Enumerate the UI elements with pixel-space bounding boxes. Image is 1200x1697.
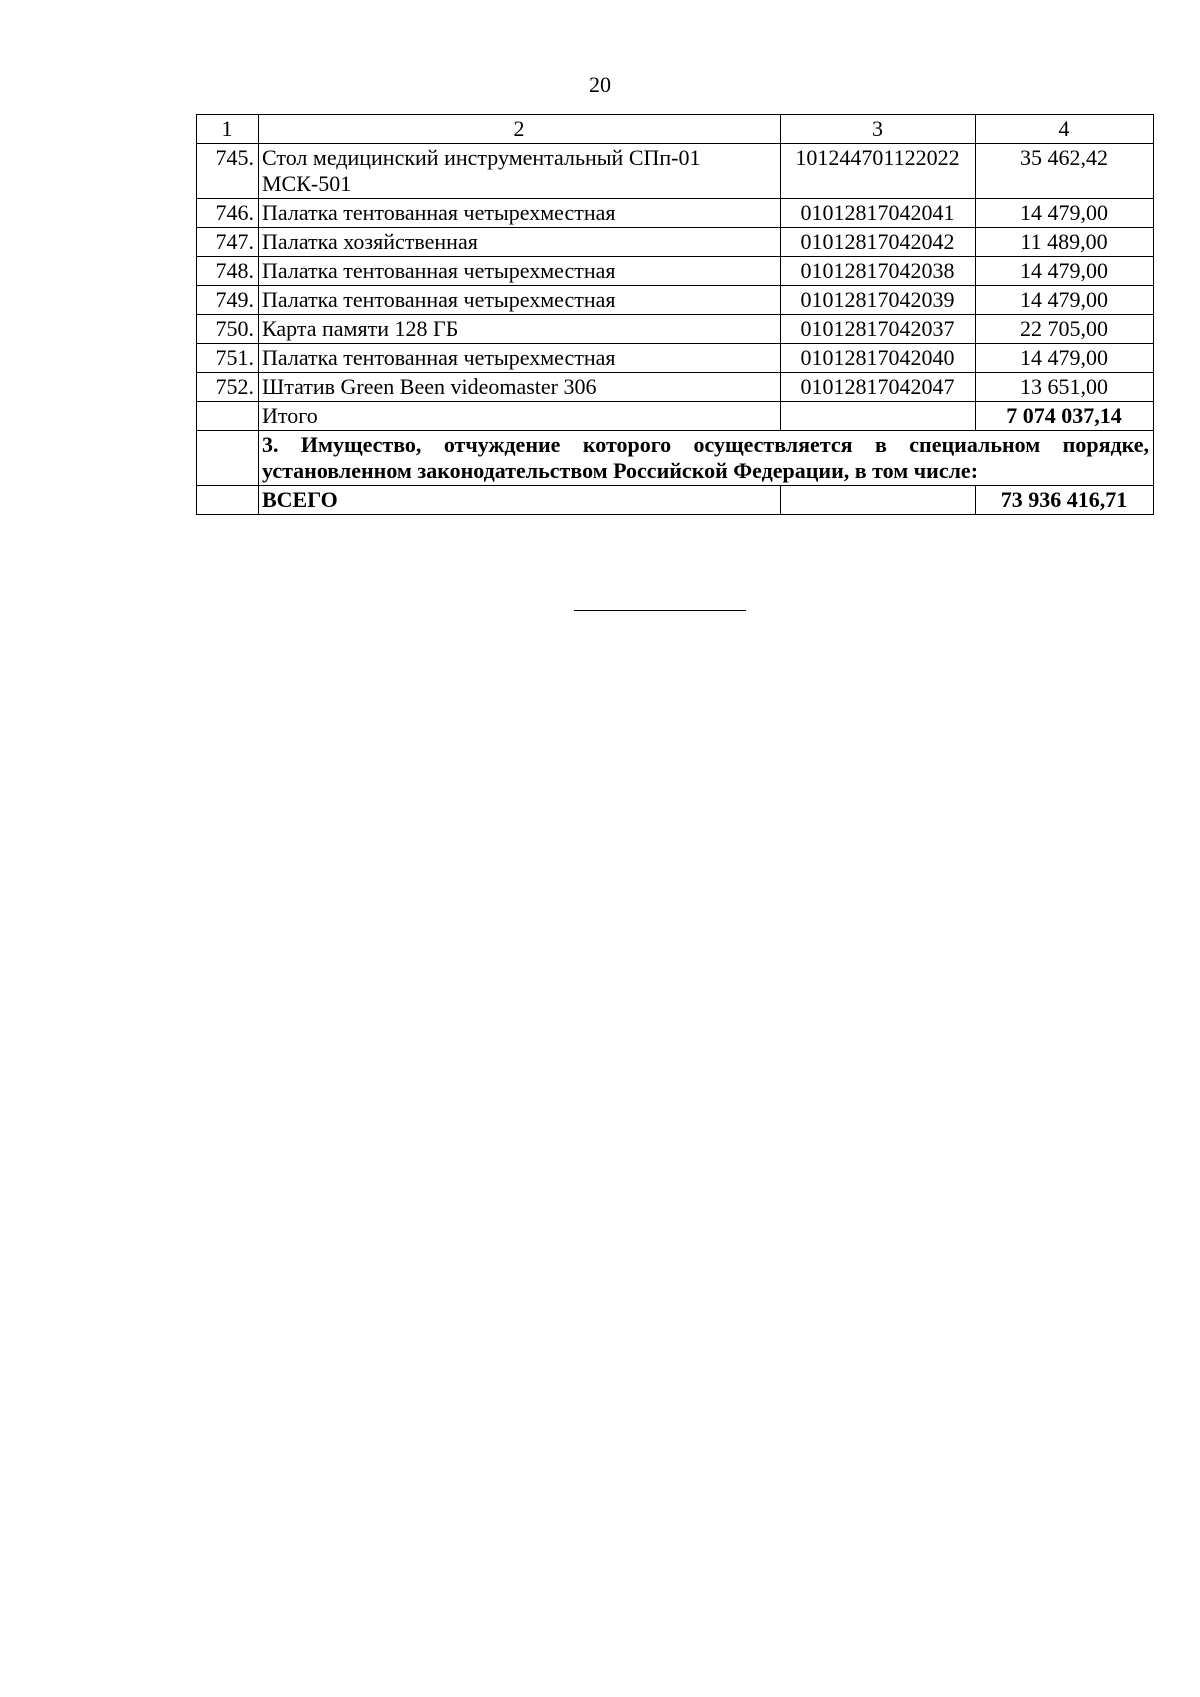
item-name: Штатив Green Been videomaster 306 xyxy=(259,373,781,402)
inventory-code: 01012817042037 xyxy=(781,315,976,344)
column-header-1: 1 xyxy=(197,115,259,144)
section-3-heading: 3. Имущество, отчуждение которого осуществляется в специальном порядке, установленном законодательством Российской Федерации, в том числе: xyxy=(259,431,1154,486)
row-number: 752. xyxy=(197,373,259,402)
page-number: 20 xyxy=(589,72,611,97)
item-name: Карта памяти 128 ГБ xyxy=(259,315,781,344)
row-number: 747. xyxy=(197,228,259,257)
table-row xyxy=(197,257,1154,286)
column-header-4: 4 xyxy=(976,115,1154,144)
item-name: Стол медицинский инструментальный СПп-01 МСК-501 xyxy=(259,144,781,199)
property-table xyxy=(196,114,1154,515)
row-number: 748. xyxy=(197,257,259,286)
inventory-code: 01012817042039 xyxy=(781,286,976,315)
item-name: Палатка тентованная четырехместная xyxy=(259,257,781,286)
inventory-code: 101244701122022 xyxy=(781,144,976,199)
table-row xyxy=(197,344,1154,373)
table-row xyxy=(197,315,1154,344)
subtotal-code-cell xyxy=(781,402,976,431)
row-number: 745. xyxy=(197,144,259,199)
total-label: ВСЕГО xyxy=(259,486,781,515)
item-value: 35 462,42 xyxy=(976,144,1154,199)
section-3-row xyxy=(197,431,1154,486)
item-value: 14 479,00 xyxy=(976,344,1154,373)
section-3-number-cell xyxy=(197,431,259,486)
inventory-code: 01012817042041 xyxy=(781,199,976,228)
row-number: 750. xyxy=(197,315,259,344)
total-row xyxy=(197,486,1154,515)
inventory-code: 01012817042047 xyxy=(781,373,976,402)
row-number: 746. xyxy=(197,199,259,228)
subtotal-value: 7 074 037,14 xyxy=(976,402,1154,431)
item-name: Палатка хозяйственная xyxy=(259,228,781,257)
item-value: 14 479,00 xyxy=(976,199,1154,228)
item-name: Палатка тентованная четырехместная xyxy=(259,199,781,228)
item-value: 13 651,00 xyxy=(976,373,1154,402)
total-number-cell xyxy=(197,486,259,515)
row-number: 749. xyxy=(197,286,259,315)
inventory-code: 01012817042040 xyxy=(781,344,976,373)
column-header-2: 2 xyxy=(259,115,781,144)
table-row xyxy=(197,199,1154,228)
item-name: Палатка тентованная четырехместная xyxy=(259,286,781,315)
subtotal-label: Итого xyxy=(259,402,781,431)
table-row xyxy=(197,228,1154,257)
total-code-cell xyxy=(781,486,976,515)
table-row xyxy=(197,373,1154,402)
total-value: 73 936 416,71 xyxy=(976,486,1154,515)
item-value: 11 489,00 xyxy=(976,228,1154,257)
item-name: Палатка тентованная четырехместная xyxy=(259,344,781,373)
subtotal-row xyxy=(197,402,1154,431)
column-header-3: 3 xyxy=(781,115,976,144)
table-row xyxy=(197,144,1154,199)
item-value: 22 705,00 xyxy=(976,315,1154,344)
table-header-row xyxy=(197,115,1154,144)
row-number: 751. xyxy=(197,344,259,373)
table-row xyxy=(197,286,1154,315)
item-value: 14 479,00 xyxy=(976,257,1154,286)
item-value: 14 479,00 xyxy=(976,286,1154,315)
subtotal-number-cell xyxy=(197,402,259,431)
inventory-code: 01012817042042 xyxy=(781,228,976,257)
inventory-code: 01012817042038 xyxy=(781,257,976,286)
end-separator-line xyxy=(574,610,746,611)
